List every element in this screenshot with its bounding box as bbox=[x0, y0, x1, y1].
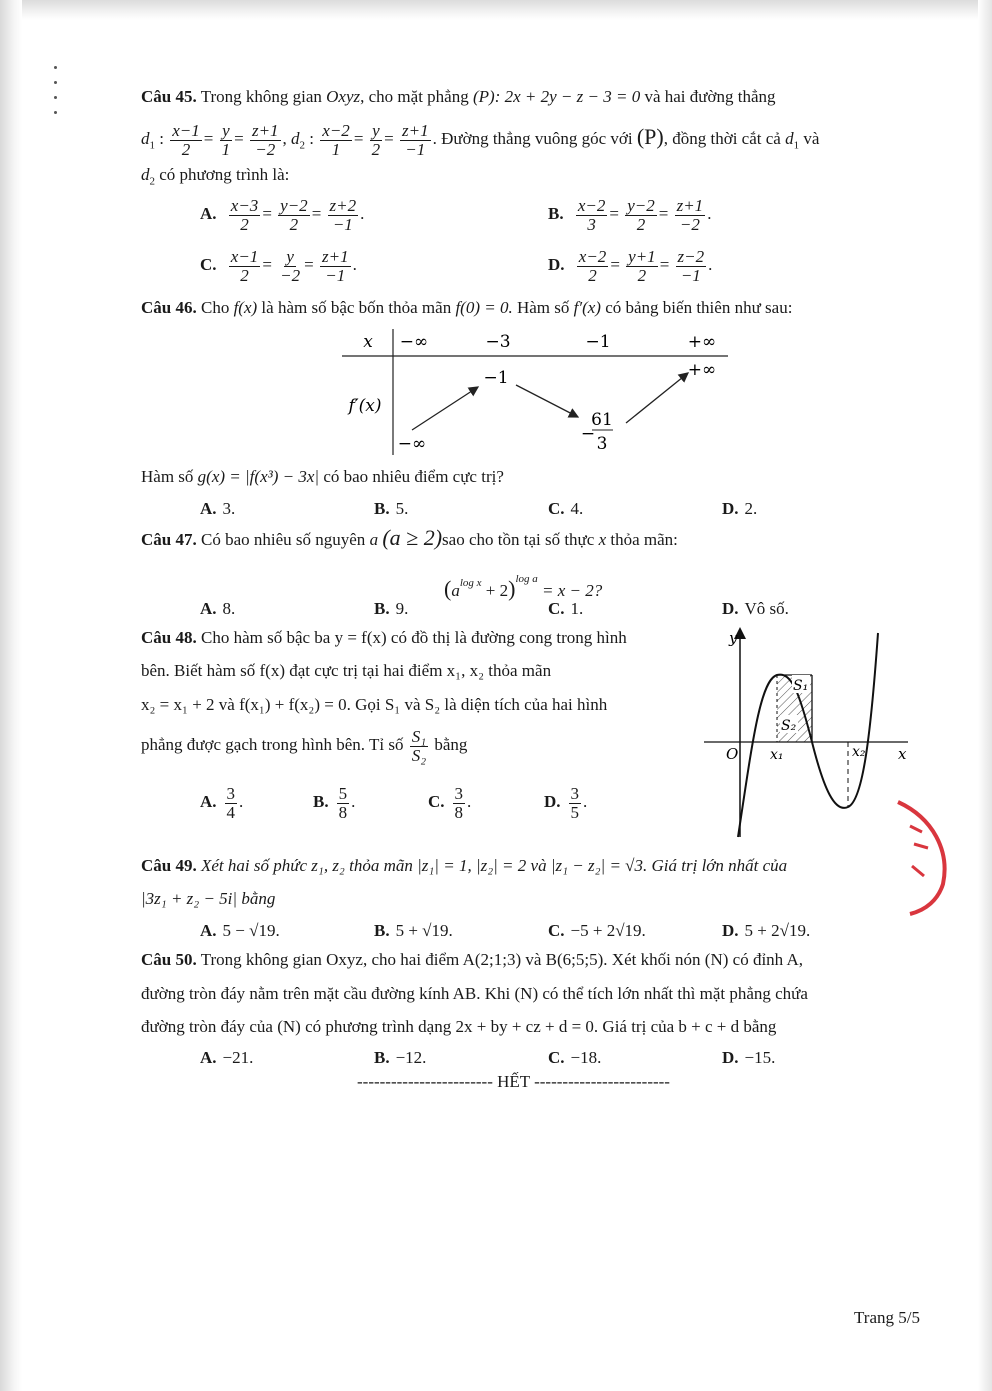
q45-text6: có phương trình là: bbox=[159, 165, 290, 184]
q46-option-b[interactable]: B. 5. bbox=[374, 499, 409, 518]
table-x-value-4: +∞ bbox=[687, 332, 717, 352]
q48-ratio: $\frac{\text{S₁}}{\text{S₂}}$ bbox=[411, 726, 427, 765]
q45-line1 bbox=[141, 86, 931, 108]
q46-question-post: có bao nhiêu điểm cực trị? bbox=[323, 467, 504, 486]
q47-line1 bbox=[141, 527, 678, 551]
variation-table bbox=[330, 325, 740, 460]
q47-eq-base: a bbox=[451, 581, 460, 600]
graph-x-label: x bbox=[898, 745, 907, 763]
scan-edge-left bbox=[0, 0, 22, 1391]
q50-line1 bbox=[141, 949, 803, 971]
q45-d1-name: d bbox=[141, 129, 150, 148]
scan-edge-right bbox=[978, 0, 992, 1391]
q50-option-d[interactable]: D. −15. bbox=[722, 1048, 776, 1067]
table-arrow-down bbox=[516, 385, 578, 417]
q46-text1: Cho bbox=[200, 298, 230, 317]
q48-line1-text: Cho hàm số bậc ba y = f(x) có đồ thị là đường cong trong hình bbox=[200, 628, 627, 647]
table-arrow-up-1 bbox=[412, 387, 478, 430]
table-x-value-1: −∞ bbox=[399, 332, 429, 352]
q45-line2: $d_1$ : $\frac{x-1}{2}$ = $\frac{y}{1}$ = $\frac{z+1}{-2}$ , $d_2$ : $\frac{x-2}{1}$ = $\frac{y}{2}$ = $\frac{z+1}{-1}$ . Đường thẳng vuông góc với (P), đồng thời cắt cả $d_1$ và bbox=[141, 120, 820, 159]
q46-text4: có bảng biến thiên như sau: bbox=[605, 298, 793, 317]
q49-line2-text: |3z₁ + z₂ − 5i| bằng bbox=[141, 889, 276, 908]
q45-text2: và hai đường thẳng bbox=[644, 87, 776, 106]
punch-dots bbox=[54, 66, 60, 126]
q47-a: a bbox=[369, 530, 379, 549]
q48-line3: x₂ = x₁ + 2 và f(x₁) + f(x₂) = 0. Gọi S₁ và S₂ là diện tích của hai hình bbox=[141, 695, 608, 714]
red-stamp bbox=[888, 796, 958, 916]
q46-f: f(x) bbox=[233, 298, 258, 317]
q48-option-d[interactable]: D. $\frac{3}{5}$ . bbox=[544, 783, 588, 822]
q47-equation: $(a^{log x} + 2)^{log a} = x - 2$? bbox=[444, 573, 603, 601]
q48-line4 bbox=[141, 723, 467, 767]
q47-text3: thỏa mãn: bbox=[610, 530, 678, 549]
q47-x: x bbox=[598, 530, 607, 549]
q49-line2 bbox=[141, 888, 275, 910]
q45-option-a[interactable]: A. $\frac{x-3}{2}$ = $\frac{y-2}{2}$ = $\frac{z+2}{-1}$ . bbox=[200, 195, 365, 234]
cubic-graph bbox=[700, 625, 915, 840]
q50-option-a[interactable]: A. −21. bbox=[200, 1048, 254, 1067]
q47-cond: (a ≥ 2) bbox=[382, 525, 443, 550]
q48-line1 bbox=[141, 627, 627, 649]
q48-option-b[interactable]: B. $\frac{5}{8}$ . bbox=[313, 783, 356, 822]
q49-label: Câu 49. bbox=[141, 856, 197, 875]
q46-question bbox=[141, 466, 504, 488]
graph-y-label: y bbox=[729, 629, 738, 647]
q49-option-b[interactable]: B. 5 + √19. bbox=[374, 921, 453, 940]
q45-d2-name: d bbox=[291, 129, 300, 148]
end-mark: ------------------------ HẾT ------------------------ bbox=[357, 1072, 670, 1091]
q48-option-a[interactable]: A. $\frac{3}{4}$ . bbox=[200, 783, 244, 822]
q45-d2-sub: 2 bbox=[299, 139, 306, 152]
q45-d1-ref: d bbox=[785, 129, 794, 148]
q49-option-a[interactable]: A. 5 − √19. bbox=[200, 921, 280, 940]
table-value-3: 3 bbox=[596, 434, 608, 454]
q45-d1-frac-x: $\frac{x-1}{2}$ bbox=[172, 120, 200, 159]
q47-label: Câu 47. bbox=[141, 530, 197, 549]
q49-line1 bbox=[141, 855, 787, 877]
q50-line2: đường tròn đáy nằm trên mặt cầu đường kính AB. Khi (N) có thể tích lớn nhất thì mặt phẳng chứa bbox=[141, 984, 808, 1003]
q45-option-c[interactable]: C. $\frac{x-1}{2}$ = $\frac{y}{-2}$ = $\frac{z+1}{-1}$ . bbox=[200, 246, 357, 285]
q45-d1-frac-y: $\frac{y}{1}$ bbox=[221, 120, 231, 159]
q48-line2: bên. Biết hàm số f(x) đạt cực trị tại hai điểm x₁, x₂ thỏa mãn bbox=[141, 661, 552, 680]
q45-intro: Trong không gian bbox=[200, 87, 322, 106]
q45-text5: và bbox=[803, 129, 820, 148]
q45-text1: , cho mặt phẳng bbox=[360, 87, 469, 106]
q45-label: Câu 45. bbox=[141, 87, 197, 106]
q45-plane: (P): 2x + 2y − z − 3 = 0 bbox=[472, 87, 641, 106]
q46-option-d[interactable]: D. 2. bbox=[722, 499, 758, 518]
q46-g: g(x) = |f(x³) − 3x| bbox=[197, 467, 320, 486]
q46-line1 bbox=[141, 297, 792, 319]
stamp-marks bbox=[910, 826, 928, 876]
table-fp-label: f′(x) bbox=[348, 396, 382, 416]
graph-x1-label: x₁ bbox=[770, 747, 784, 763]
q45-d2-ref: d bbox=[141, 165, 150, 184]
q48-label: Câu 48. bbox=[141, 628, 197, 647]
q45-line3 bbox=[141, 164, 289, 192]
q45-d2-frac-z: $\frac{z+1}{-1}$ bbox=[402, 120, 429, 159]
stamp-arc bbox=[898, 802, 945, 914]
q50-label: Câu 50. bbox=[141, 950, 197, 969]
graph-s2-label: S₂ bbox=[781, 718, 797, 734]
q47-option-c[interactable]: C. 1. bbox=[548, 599, 584, 618]
table-x-value-2: −3 bbox=[485, 332, 511, 352]
q48-line4-pre: phẳng được gạch trong hình bên. Tỉ số bbox=[141, 735, 404, 754]
q47-eq-plus: + 2 bbox=[485, 581, 509, 600]
q47-option-d[interactable]: D. Vô số. bbox=[722, 599, 789, 618]
q48-line4-post: bằng bbox=[434, 735, 468, 754]
q47-eq-rhs: = x − 2? bbox=[542, 581, 603, 600]
page-number: Trang 5/5 bbox=[854, 1308, 920, 1327]
q46-option-a[interactable]: A. 3. bbox=[200, 499, 236, 518]
graph-x2-label: x₂ bbox=[852, 744, 866, 760]
q45-d2-frac-x: $\frac{x-2}{1}$ bbox=[322, 120, 350, 159]
q46-text2: là hàm số bậc bốn thỏa mãn bbox=[261, 298, 452, 317]
q45-text4: , đồng thời cắt cả bbox=[663, 129, 781, 148]
q47-option-b[interactable]: B. 9. bbox=[374, 599, 409, 618]
q45-d2-frac-y: $\frac{y}{2}$ bbox=[371, 120, 381, 159]
q45-option-d[interactable]: D. $\frac{x-2}{2}$ = $\frac{y+1}{2}$ = $\frac{z-2}{-1}$ . bbox=[548, 246, 713, 285]
q45-d1-sub: 1 bbox=[149, 139, 155, 152]
q46-question-pre: Hàm số bbox=[141, 467, 194, 486]
q45-d1-frac-z: $\frac{z+1}{-2}$ bbox=[251, 120, 279, 159]
q50-line1-text: Trong không gian Oxyz, cho hai điểm A(2;1;3) và B(6;5;5). Xét khối nón (N) có đỉnh A, bbox=[200, 950, 804, 969]
table-arrow-up-2 bbox=[626, 373, 688, 423]
graph-origin-label: O bbox=[726, 745, 739, 763]
table-value-minus-inf: −∞ bbox=[397, 434, 427, 454]
q49-option-d[interactable]: D. 5 + 2√19. bbox=[722, 921, 811, 940]
table-value-minus-sign: − bbox=[580, 424, 596, 444]
q46-text3: Hàm số bbox=[516, 298, 570, 317]
q46-cond: f(0) = 0. bbox=[455, 298, 513, 317]
q46-option-c[interactable]: C. 4. bbox=[548, 499, 584, 518]
q49-line1-text: Xét hai số phức z₁, z₂ thỏa mãn |z₁| = 1, |z₂| = 2 và |z₁ − z₂| = √3. Giá trị lớn nhất của bbox=[200, 856, 788, 875]
q45-d2-ref-sub: 2 bbox=[149, 175, 155, 188]
q50-option-c[interactable]: C. −18. bbox=[548, 1048, 602, 1067]
scan-edge-top bbox=[0, 0, 992, 20]
q45-p-ref: (P) bbox=[636, 124, 664, 149]
q45-text3: . Đường thẳng vuông góc với bbox=[432, 129, 633, 148]
q45-option-b[interactable]: B. $\frac{x-2}{3}$ = $\frac{y-2}{2}$ = $\frac{z+1}{-2}$ . bbox=[548, 195, 712, 234]
table-x-label: x bbox=[363, 332, 373, 352]
q47-text2: sao cho tồn tại số thực bbox=[442, 530, 595, 549]
q46-label: Câu 46. bbox=[141, 298, 197, 317]
table-value-61: 61 bbox=[591, 410, 613, 430]
q47-eq-exp1: log x bbox=[459, 577, 482, 589]
q47-eq-exp2: log a bbox=[515, 573, 538, 585]
q48-option-c[interactable]: C. $\frac{3}{8}$ . bbox=[428, 783, 472, 822]
q45-space: Oxyz bbox=[326, 87, 361, 106]
q50-option-b[interactable]: B. −12. bbox=[374, 1048, 427, 1067]
q50-line3: đường tròn đáy của (N) có phương trình dạng 2x + by + cz + d = 0. Giá trị của b + c + d bằng bbox=[141, 1017, 777, 1036]
table-x-value-3: −1 bbox=[585, 332, 611, 352]
graph-s1-label: S₁ bbox=[793, 678, 809, 694]
q46-fp: f′(x) bbox=[573, 298, 601, 317]
q45-d1-ref-sub: 1 bbox=[793, 139, 800, 152]
table-value-minus-1: −1 bbox=[483, 368, 509, 388]
q47-text1: Có bao nhiêu số nguyên bbox=[200, 530, 366, 549]
q49-option-c[interactable]: C. −5 + 2√19. bbox=[548, 921, 646, 940]
q47-option-a[interactable]: A. 8. bbox=[200, 599, 236, 618]
table-value-plus-inf: +∞ bbox=[687, 360, 717, 380]
